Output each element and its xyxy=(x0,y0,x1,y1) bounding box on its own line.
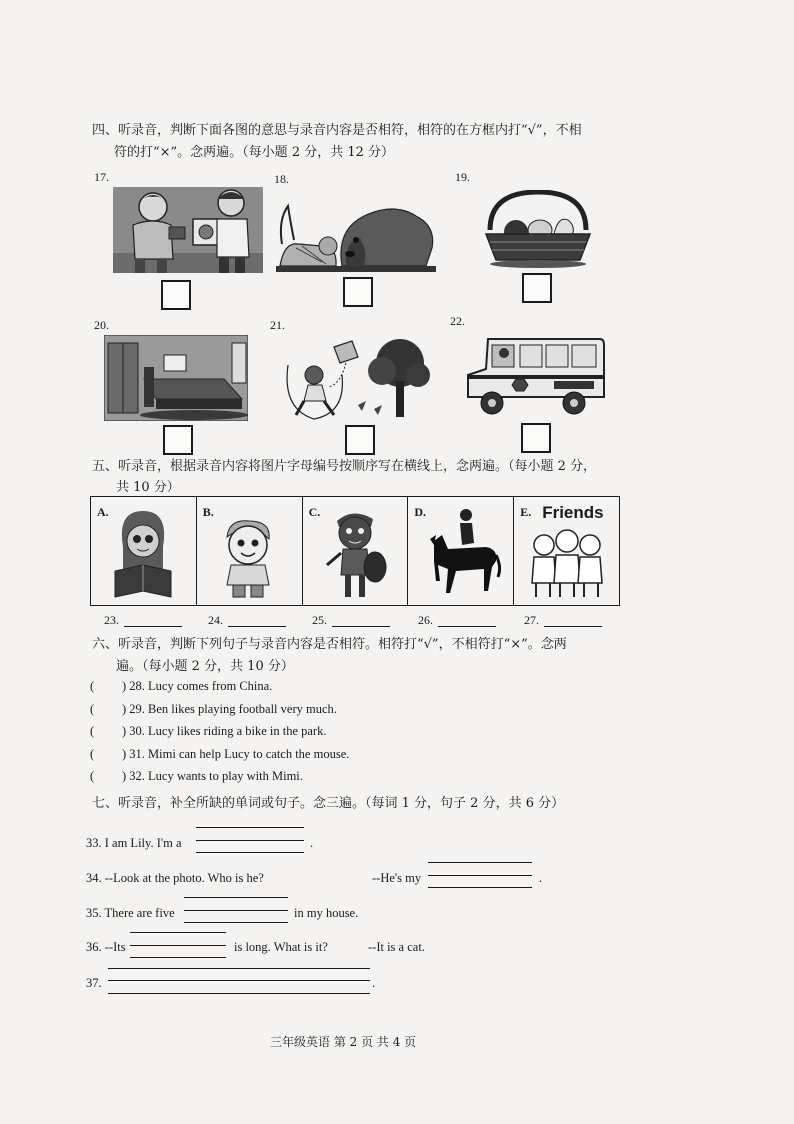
sentence-32: ) 32. Lucy wants to play with Mimi. xyxy=(122,769,303,783)
sentence-29: ) 29. Ben likes playing football very much. xyxy=(122,702,337,716)
answer-blank-23[interactable] xyxy=(124,626,182,627)
answer-blank-24[interactable] xyxy=(228,626,286,627)
q34-period: . xyxy=(539,871,543,885)
picture-cell-b xyxy=(197,497,303,605)
q35-text-end: in my house. xyxy=(294,906,359,920)
q34-reply: --He's my xyxy=(372,871,422,885)
q33-text: 33. I am Lily. I'm a xyxy=(86,836,182,850)
friends-icon xyxy=(526,527,608,599)
sentence-paren-28[interactable]: ( xyxy=(90,679,95,693)
q35-answer-blank[interactable] xyxy=(184,922,288,923)
sentence-28: ) 28. Lucy comes from China. xyxy=(122,679,273,693)
answer-box-20[interactable] xyxy=(163,425,193,455)
answer-box-18[interactable] xyxy=(343,277,373,307)
answer-label-27: 27. xyxy=(524,613,539,627)
answer-box-22[interactable] xyxy=(521,423,551,453)
school-bus-icon xyxy=(464,335,606,417)
cell-letter-e: E. xyxy=(520,505,532,519)
q36-text: 36. --Its xyxy=(86,940,126,954)
sentence-paren-30[interactable]: ( xyxy=(90,724,95,738)
q36-reply: --It is a cat. xyxy=(368,940,425,954)
question-number-20: 20. xyxy=(94,318,109,332)
q33-period: . xyxy=(310,836,314,850)
question-number-17: 17. xyxy=(94,170,109,184)
q34-line-mid xyxy=(428,875,532,876)
q37-text: 37. xyxy=(86,976,102,990)
section6-instruction-line2: 遍。（每小题 2 分，共 10 分） xyxy=(116,659,294,674)
picture-cell-c xyxy=(303,497,409,605)
q37-line-top xyxy=(108,968,370,969)
page-footer: 三年级英语 第 2 页 共 4 页 xyxy=(270,1035,417,1049)
answer-box-21[interactable] xyxy=(345,425,375,455)
sentence-31: ) 31. Mimi can help Lucy to catch the mouse. xyxy=(122,747,350,761)
horse-rider-icon xyxy=(426,505,502,599)
answer-label-25: 25. xyxy=(312,613,327,627)
answer-label-26: 26. xyxy=(418,613,433,627)
cell-letter-b: B. xyxy=(202,505,214,519)
picture-cell-a xyxy=(91,497,197,605)
section4-instruction-line1: 四、听录音，判断下面各图的意思与录音内容是否相符，相符的在方框内打“√”，不相 xyxy=(92,123,582,138)
q36-line-mid xyxy=(130,945,226,946)
sentence-30: ) 30. Lucy likes riding a bike in the park. xyxy=(122,724,327,738)
friends-caption: Friends xyxy=(542,503,604,522)
q36-answer-blank[interactable] xyxy=(130,957,226,958)
q36-line-top xyxy=(130,932,226,933)
cell-letter-a: A. xyxy=(97,505,109,519)
q35-text: 35. There are five xyxy=(86,906,175,920)
sentence-paren-29[interactable]: ( xyxy=(90,702,95,716)
section5-instruction-line1: 五、听录音，根据录音内容将图片字母编号按顺序写在横线上，念两遍。（每小题 2 分， xyxy=(92,459,597,474)
answer-label-24: 24. xyxy=(208,613,223,627)
q37-line-mid xyxy=(108,980,370,981)
q34-line-top xyxy=(428,862,532,863)
section4-instruction-line2: 符的打“×”。念两遍。（每小题 2 分，共 12 分） xyxy=(114,145,395,160)
section5-instruction-line2: 共 10 分） xyxy=(116,480,180,495)
sentence-paren-32[interactable]: ( xyxy=(90,769,95,783)
answer-blank-25[interactable] xyxy=(332,626,390,627)
boy-skipping-kite-icon xyxy=(278,335,432,421)
q34-answer-blank[interactable] xyxy=(428,887,532,888)
q36-text-mid: is long. What is it? xyxy=(234,940,328,954)
answer-blank-26[interactable] xyxy=(438,626,496,627)
cat-and-dog-icon xyxy=(276,200,436,272)
boy-icon xyxy=(215,517,281,601)
sentence-paren-31[interactable]: ( xyxy=(90,747,95,761)
answer-box-17[interactable] xyxy=(161,280,191,310)
q35-line-top xyxy=(184,897,288,898)
question-number-21: 21. xyxy=(270,318,285,332)
picture-cell-d xyxy=(408,497,514,605)
answer-label-23: 23. xyxy=(104,613,119,627)
question-number-22: 22. xyxy=(450,314,465,328)
cell-letter-c: C. xyxy=(308,505,321,519)
q37-period: . xyxy=(372,976,376,990)
q37-answer-blank[interactable] xyxy=(108,993,370,994)
picture-cell-e xyxy=(514,497,619,605)
q33-answer-blank[interactable] xyxy=(196,852,304,853)
people-with-camera-icon xyxy=(113,187,263,273)
fruit-basket-icon xyxy=(482,190,594,270)
question-number-18: 18. xyxy=(274,172,289,186)
q35-line-mid xyxy=(184,910,288,911)
q33-line-mid xyxy=(196,840,304,841)
q34-text: 34. --Look at the photo. Who is he? xyxy=(86,871,264,885)
girl-reading-icon xyxy=(111,507,175,599)
bedroom-icon xyxy=(104,335,248,421)
section6-instruction-line1: 六、听录音，判断下列句子与录音内容是否相符。相符打“√”，不相符打“×”。念两 xyxy=(92,637,567,652)
section7-instruction: 七、听录音，补全所缺的单词或句子。念三遍。（每词 1 分，句子 2 分，共 6 分） xyxy=(92,796,565,811)
picture-grid xyxy=(90,496,620,606)
cell-letter-d: D. xyxy=(414,505,427,519)
kid-with-guitar-icon xyxy=(323,505,389,601)
q33-line-top xyxy=(196,827,304,828)
answer-box-19[interactable] xyxy=(522,273,552,303)
answer-blank-27[interactable] xyxy=(544,626,602,627)
question-number-19: 19. xyxy=(455,170,470,184)
